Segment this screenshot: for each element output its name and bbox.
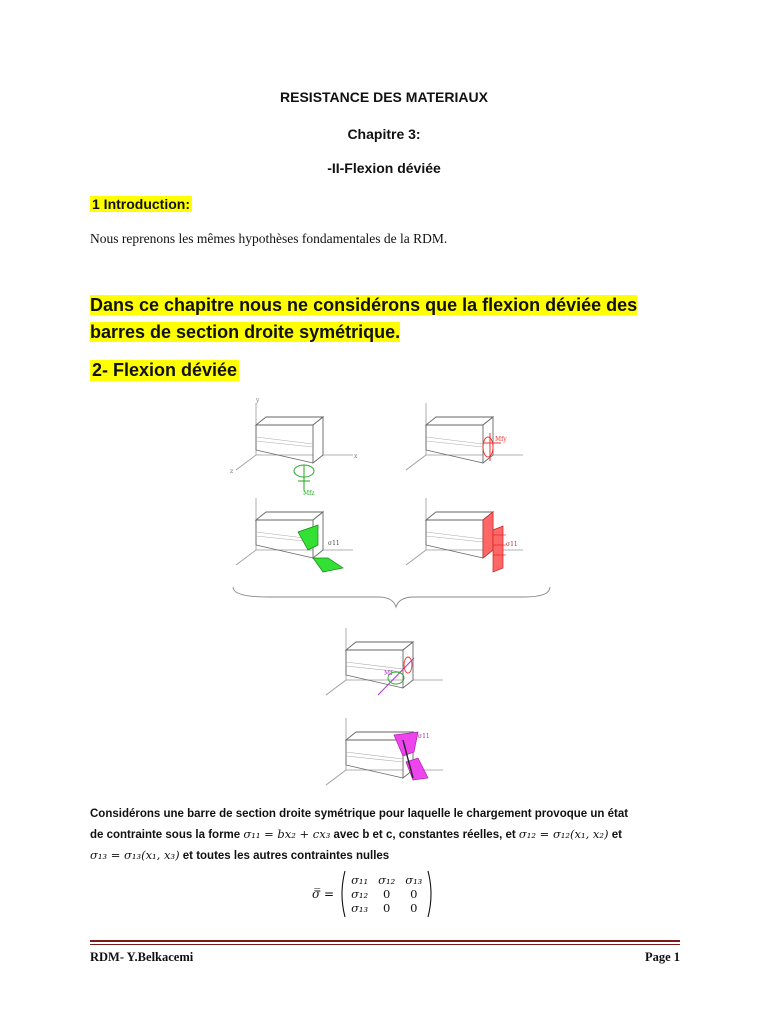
beam-diagram-moment-z [230, 397, 358, 497]
axis-label-z: z [230, 468, 234, 475]
stress-label-green: σ11 [328, 540, 340, 547]
highlighted-statement [90, 292, 670, 346]
highlighted-statement-line2: barres de section droite symétrique. [90, 322, 401, 342]
matrix-cell: 0 [383, 901, 391, 915]
matrix-cell: 0 [410, 887, 418, 901]
paragraph-text-1: Considérons une barre de section droite symétrique pour laquelle le chargement provoque un état [90, 808, 629, 820]
matrix-cell: 0 [383, 887, 391, 901]
body-paragraph [90, 804, 690, 866]
beam-diagram-stress-red [406, 498, 523, 572]
matrix-cell: σ₁₂ [351, 887, 369, 901]
matrix-cell: σ₁₂ [378, 873, 396, 887]
bending-figure [228, 395, 558, 790]
moment-label-green: Mfz [303, 490, 315, 497]
formula-sigma13: σ₁₃ = σ₁₃(x₁, x₃) [90, 848, 180, 862]
page-number: Page 1 [644, 950, 680, 964]
stress-label-resultant: σ11 [418, 733, 430, 740]
chapter-label: Chapitre 3: [347, 126, 421, 142]
chapter-subtitle: -II-Flexion déviée [327, 160, 441, 176]
paragraph-text-5: et toutes les autres contraintes nulles [179, 850, 390, 862]
moment-label-red: Mfy [495, 436, 507, 443]
stress-label-red: σ11 [506, 541, 518, 548]
section-heading: 2- Flexion déviée [92, 360, 238, 380]
matrix-cell: σ₁₁ [351, 873, 369, 887]
matrix-cell: σ₁₃ [405, 873, 423, 887]
beam-diagram-moment-resultant [326, 628, 443, 695]
formula-sigma11: σ₁₁ = bx₂ + cx₃ [243, 827, 331, 841]
matrix-cell: 0 [410, 901, 418, 915]
beam-diagram-stress-green [236, 498, 353, 572]
paragraph-text-2: de contrainte sous la forme [90, 829, 244, 841]
paragraph-text-3: avec b et c, constantes réelles, et [330, 829, 519, 841]
matrix-cell: σ₁₃ [351, 901, 369, 915]
footer-author: RDM- Y.Belkacemi [90, 950, 194, 964]
axis-label-y: y [256, 397, 260, 404]
paragraph-text-4: et [608, 829, 622, 841]
footer-rule-thin [90, 944, 680, 945]
matrix-table [346, 873, 427, 915]
beam-diagram-stress-resultant [326, 718, 443, 785]
intro-heading: 1 Introduction: [92, 196, 190, 212]
footer-rule [90, 940, 680, 942]
formula-sigma12: σ₁₂ = σ₁₂(x₁, x₂) [518, 827, 609, 841]
matrix-bracket-left [338, 870, 346, 918]
moment-label-resultant: Mf [384, 670, 393, 677]
intro-text: Nous reprenons les mêmes hypothèses fondamentales de la RDM. [90, 231, 448, 246]
highlighted-statement-line1: Dans ce chapitre nous ne considérons que la flexion déviée des [90, 295, 638, 315]
tensor-symbol: σ̿ = [312, 887, 335, 901]
stress-tensor [312, 870, 435, 918]
document-title: RESISTANCE DES MATERIAUX [280, 89, 488, 105]
sum-brace [233, 587, 550, 607]
beam-diagram-moment-y [406, 403, 523, 470]
axis-label-x: x [354, 453, 358, 460]
matrix-bracket-right [427, 870, 435, 918]
